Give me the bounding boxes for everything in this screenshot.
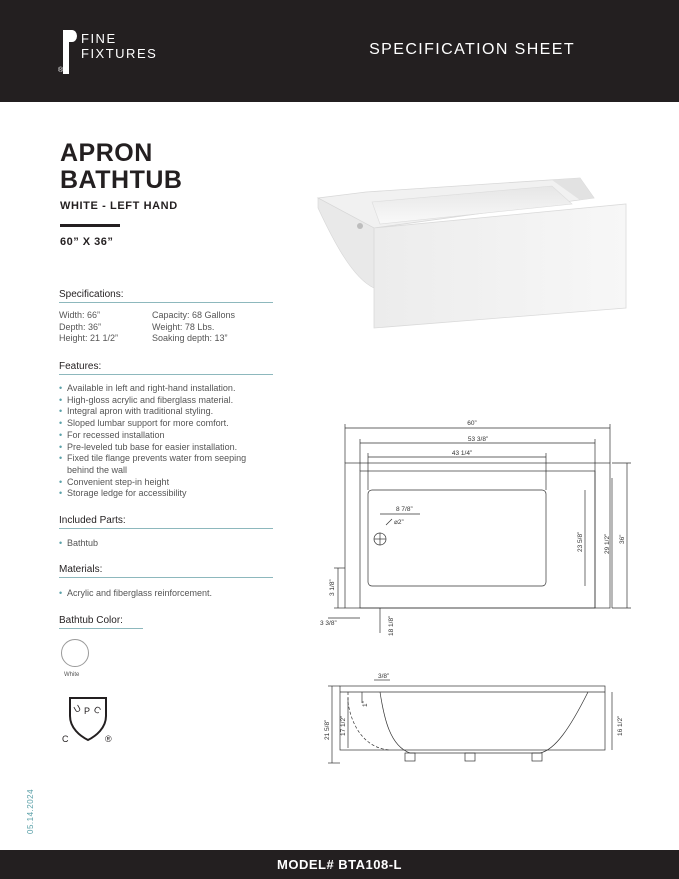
swatch-label: White bbox=[64, 672, 80, 678]
dim-overall-width: 60” bbox=[467, 420, 477, 427]
upc-letter-u: U bbox=[72, 702, 83, 715]
dim-overall-depth: 36” bbox=[619, 534, 626, 544]
list-item: • Sloped lumbar support for more comfort. bbox=[59, 418, 289, 430]
dim-drain-y: 18 1/8” bbox=[388, 615, 395, 636]
dim-left-small: 3 1/8” bbox=[329, 579, 336, 596]
registered-mark: ® bbox=[58, 67, 64, 74]
dim-side-flange: 1” bbox=[362, 701, 369, 707]
spec-height: Height: 21 1/2” bbox=[59, 333, 119, 343]
list-item: • For recessed installation bbox=[59, 430, 289, 442]
side-outline bbox=[340, 686, 605, 750]
revision-date: 05.14.2024 bbox=[26, 788, 35, 834]
specifications-heading: Specifications: bbox=[59, 289, 124, 300]
bathtub-color-rule bbox=[59, 628, 143, 629]
features-heading: Features: bbox=[59, 361, 102, 372]
white-color-swatch bbox=[61, 639, 89, 667]
list-item: • Integral apron with traditional styling. bbox=[59, 406, 289, 418]
model-number: MODEL# BTA108-L bbox=[277, 857, 402, 872]
included-parts-heading: Included Parts: bbox=[59, 515, 126, 526]
dim-basin-depth: 23 5/8” bbox=[577, 531, 584, 552]
spec-weight: Weight: 78 Lbs. bbox=[152, 321, 215, 332]
product-size: 60” X 36” bbox=[60, 236, 114, 248]
top-basin bbox=[368, 490, 546, 586]
dim-drain-x: 8 7/8” bbox=[396, 506, 413, 513]
spec-soaking-depth: Soaking depth: 13” bbox=[152, 333, 228, 343]
list-item: • High-gloss acrylic and fiberglass material. bbox=[59, 395, 289, 407]
upc-c-mark: C bbox=[62, 734, 69, 744]
dim-side-right-height: 16 1/2” bbox=[617, 715, 624, 736]
dim-side-overall-height: 21 5/8” bbox=[324, 719, 331, 740]
dim-inner-width: 53 3/8” bbox=[467, 436, 489, 443]
features-rule bbox=[59, 374, 273, 375]
list-item: • Pre-leveled tub base for easier installation. bbox=[59, 442, 289, 454]
upc-certification-icon bbox=[62, 692, 114, 744]
specifications-rule bbox=[59, 302, 273, 303]
product-title-line-2: BATHTUB bbox=[60, 166, 183, 194]
spec-depth: Depth: 36” bbox=[59, 321, 102, 332]
upc-letter-p: P bbox=[84, 706, 91, 716]
product-title bbox=[60, 140, 182, 194]
bathtub-photo bbox=[312, 168, 630, 333]
product-subtitle: WHITE - LEFT HAND bbox=[60, 200, 178, 212]
features-list bbox=[59, 383, 289, 500]
dim-basin-width: 43 1/4” bbox=[451, 450, 473, 457]
dimension-drawings bbox=[300, 418, 640, 788]
dim-bottom-left: 3 3/8” bbox=[320, 620, 337, 627]
dim-side-top: 3/8” bbox=[378, 673, 390, 680]
materials-rule bbox=[59, 577, 273, 578]
dim-mid-depth: 29 1/2” bbox=[604, 533, 611, 554]
spec-width: Width: 66” bbox=[59, 310, 101, 320]
list-item: • Storage ledge for accessibility bbox=[59, 488, 289, 500]
title-divider bbox=[60, 224, 120, 227]
brand-name bbox=[81, 31, 157, 61]
list-item: • Fixed tile flange prevents water from seeping behind the wall bbox=[59, 453, 272, 476]
dim-side-inner-height: 17 1/2” bbox=[340, 715, 347, 736]
included-part-item: • Bathtub bbox=[59, 538, 98, 548]
spec-column-right bbox=[152, 310, 235, 345]
upc-registered-mark: ® bbox=[105, 734, 112, 744]
list-item: • Available in left and right-hand installation. bbox=[59, 383, 289, 395]
fine-fixtures-logo-icon bbox=[63, 30, 77, 74]
product-title-line-1: APRON bbox=[60, 139, 153, 167]
brand-line-1: FINE bbox=[81, 31, 117, 46]
dim-drain-diameter: ⌀2” bbox=[394, 519, 404, 526]
side-view-drawing bbox=[328, 680, 612, 763]
upc-letter-c: C bbox=[92, 704, 103, 716]
materials-heading: Materials: bbox=[59, 564, 103, 575]
material-item: • Acrylic and fiberglass reinforcement. bbox=[59, 588, 212, 598]
brand-line-2: FIXTURES bbox=[81, 46, 158, 61]
top-view-drawing bbox=[328, 424, 631, 633]
spec-column-left bbox=[59, 310, 118, 345]
top-flange bbox=[360, 471, 595, 608]
list-item: • Convenient step-in height bbox=[59, 477, 289, 489]
bathtub-color-heading: Bathtub Color: bbox=[59, 615, 123, 626]
document-title: SPECIFICATION SHEET bbox=[369, 41, 575, 58]
included-parts-rule bbox=[59, 528, 273, 529]
spec-capacity: Capacity: 68 Gallons bbox=[152, 310, 236, 320]
